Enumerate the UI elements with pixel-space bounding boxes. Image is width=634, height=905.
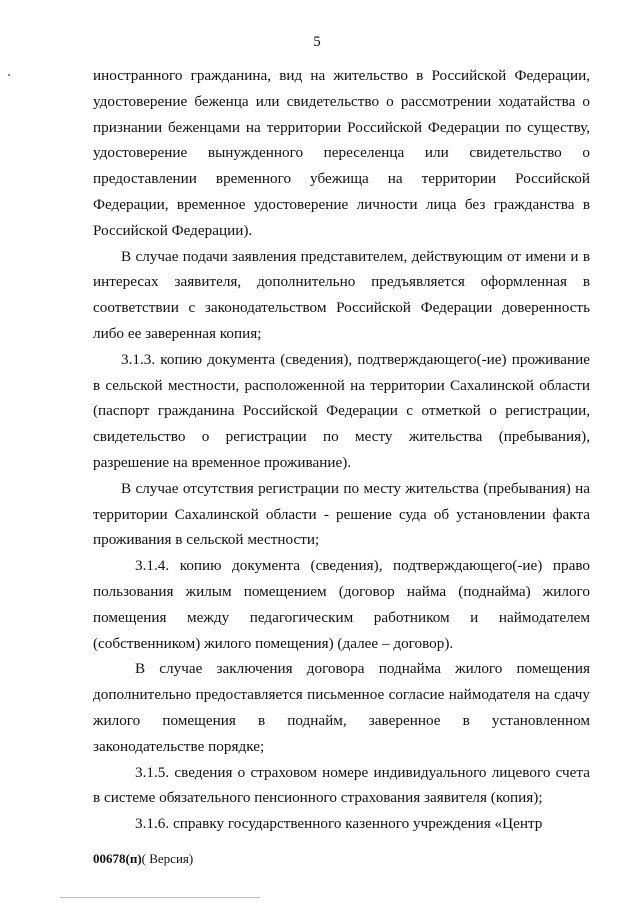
paragraph-1: иностранного гражданина, вид на жительство в Российской Федерации, удостоверение беженца или свидетельство о рассмотрении ходатайства о признании беженцами на территории Российской Федерации по существу, удостоверение вынужденного переселенца или свидетельство о предоставлении временного убежища на территории Российской Федерации, временное удостоверение личности лица без гражданства в Российской Федерации). bbox=[93, 67, 590, 239]
paragraph-7: 3.1.5. сведения о страховом номере индивидуального лицевого счета в системе обязательного пенсионного страхования заявителя (копия); bbox=[93, 763, 590, 807]
paragraph-2: В случае подачи заявления представителем, действующим от имени и в интересах заявителя, дополнительно предъявляется оформленная в соответствии с законодательством Российской Федерации доверенность либо ее заверенная копия; bbox=[93, 247, 590, 342]
scan-line-bottom bbox=[60, 897, 260, 898]
paragraph-4: В случае отсутствия регистрации по месту жительства (пребывания) на территории Сахалинской области - решение суда об установлении факта проживания в сельской местности; bbox=[93, 479, 590, 549]
document-version: ( Версия) bbox=[141, 851, 194, 866]
paragraph-6: В случае заключения договора поднайма жилого помещения дополнительно предоставляется письменное согласие наймодателя на сдачу жилого помещения в поднайм, заверенное в установленном законодательстве порядке; bbox=[93, 660, 590, 755]
document-code: 00678(п) bbox=[93, 851, 142, 866]
scan-dot bbox=[8, 74, 10, 76]
paragraph-8: 3.1.6. справку государственного казенного учреждения «Центр bbox=[135, 815, 543, 833]
paragraph-3: 3.1.3. копию документа (сведения), подтверждающего(-ие) проживание в сельской местности, расположенной на территории Сахалинской области (паспорт гражданина Российской Федерации с отметкой о регистрации, свидетельство о регистрации по месту жительства (пребывания), разрешение на временное проживание). bbox=[93, 350, 590, 471]
paragraph-5: 3.1.4. копию документа (сведения), подтверждающего(-ие) право пользования жилым помещением (договор найма (поднайма) жилого помещения между педагогическим работником и наймодателем (собственником) жилого помещения) (далее – договор). bbox=[93, 557, 590, 652]
document-body bbox=[93, 63, 590, 837]
footer-document-code bbox=[93, 851, 193, 867]
page-number: 5 bbox=[313, 34, 321, 50]
